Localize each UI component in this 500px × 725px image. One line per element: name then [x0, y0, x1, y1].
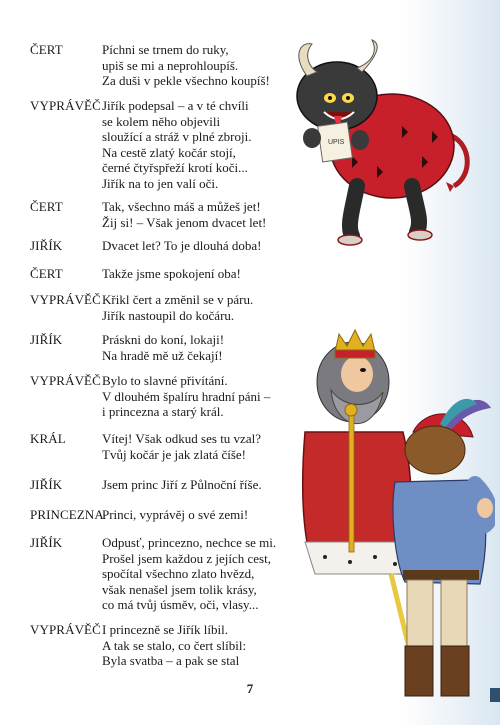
speaker-name: JIŘÍK	[30, 332, 63, 347]
speaker-name: JIŘÍK	[30, 477, 63, 492]
speaker-name: ČERT	[30, 266, 63, 281]
speaker-name: VYPRÁVĚČ	[30, 98, 101, 113]
line-text: I princezně se Jiřík líbil. A tak se stalo, co čert slíbil: Byla svatba – a pak se stal	[102, 622, 247, 668]
devil-illustration	[282, 36, 482, 248]
line-text: Princi, vyprávěj o své zemi!	[102, 507, 249, 522]
line-text: Dvacet let? To je dlouhá doba!	[102, 238, 262, 253]
line-text: Jsem princ Jiří z Půlnoční říše.	[102, 477, 262, 492]
speaker-name: ČERT	[30, 42, 63, 57]
line-text: Jiřík podepsal – a v té chvíli se kolem něho objevili sloužící a stráž v plné zbroji. Na cestě zlatý kočár stojí, černé čtyřspřeží krotí koči... Jiřík na to jen valí oči.	[102, 98, 252, 191]
line-text: Vítej! Však odkud ses tu vzal? Tvůj kočár je jak zlatá číše!	[102, 431, 261, 462]
line-text: Tak, všechno máš a můžeš jet! Žij si! – Však jenom dvacet let!	[102, 199, 267, 230]
speaker-name: VYPRÁVĚČ	[30, 373, 101, 388]
line-text: Křikl čert a změnil se v páru. Jiřík nastoupil do kočáru.	[102, 292, 254, 323]
speaker-name: VYPRÁVĚČ	[30, 292, 101, 307]
line-text: Píchni se trnem do ruky, upiš se mi a neprohloupíš. Za duši v pekle všechno koupíš!	[102, 42, 270, 88]
speaker-name: ČERT	[30, 199, 63, 214]
speaker-name: JIŘÍK	[30, 238, 63, 253]
speaker-name: PRINCEZNA	[30, 507, 104, 522]
contract-label: UPIS	[328, 139, 345, 146]
page-number: 7	[246, 681, 254, 696]
speaker-name: JIŘÍK	[30, 535, 63, 550]
line-text: Bylo to slavné přivítání. V dlouhém špalíru hradní páni – i princezna a starý král.	[102, 373, 271, 419]
king-and-prince-illustration	[295, 312, 495, 705]
speaker-name: VYPRÁVĚČ	[30, 622, 101, 637]
line-text: Práskni do koní, lokaji! Na hradě mě už čekají!	[102, 332, 225, 363]
speaker-name: KRÁL	[30, 431, 66, 446]
line-text: Odpusť, princezno, nechce se mi. Prošel jsem každou z jejích cest, spočítal všechno zlato hvězd, však nenašel jsem tolik krásy, co má tvůj úsměv, oči, vlasy...	[102, 535, 277, 612]
line-text: Takže jsme spokojení oba!	[102, 266, 241, 281]
